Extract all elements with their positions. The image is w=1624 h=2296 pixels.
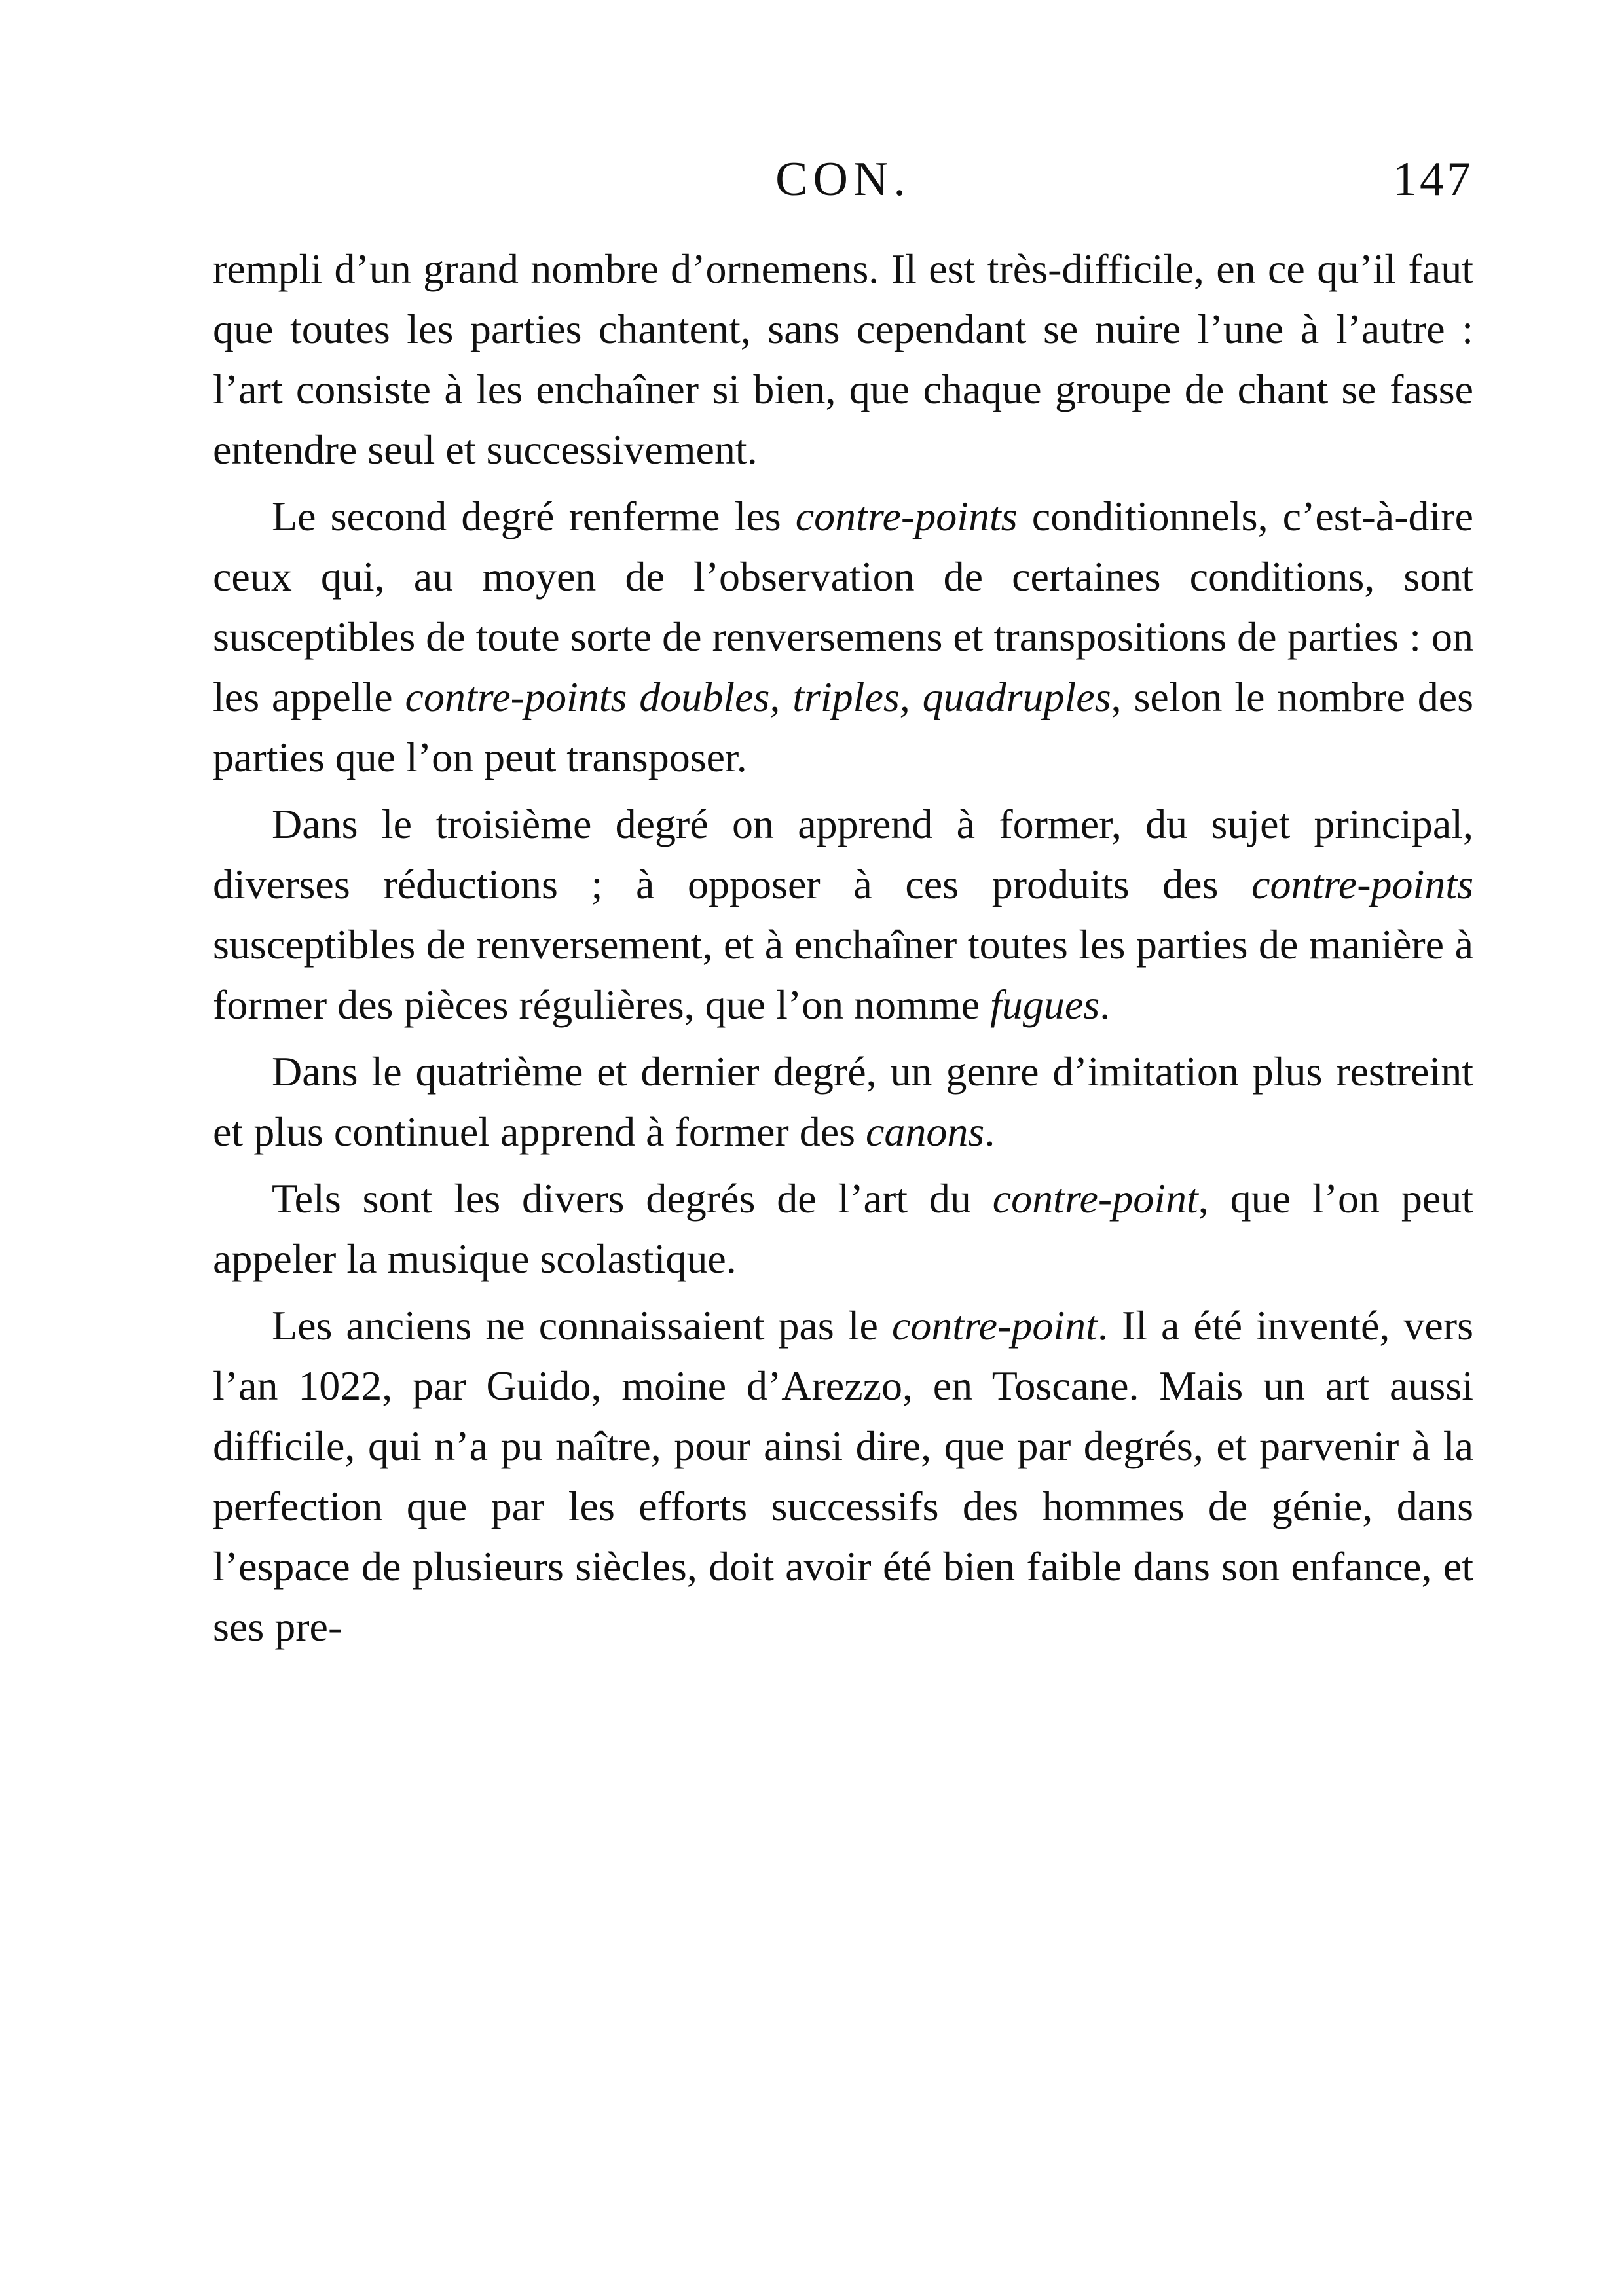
running-head-title: CON. xyxy=(775,153,911,206)
italic-term: contre-points xyxy=(795,493,1018,539)
body-text xyxy=(213,239,1473,1664)
paragraph xyxy=(213,1169,1473,1289)
text-run: Tels sont les divers degrés de l’art du xyxy=(272,1175,993,1222)
text-run: Les anciens ne connaissaient pas le xyxy=(272,1302,892,1349)
text-run: Le second degré renferme les xyxy=(272,493,796,539)
text-run: susceptibles de renversement, et à enchaîner toutes les parties de manière à former des pièces régulières, que l’on nomme xyxy=(213,921,1473,1028)
text-run: conditionnels, c’est-à-dire ceux qui, au moyen de l’observation de certaines conditions, sont susceptibles de toute sorte de renversemens et transpositions de parties : on les appelle xyxy=(213,493,1474,720)
italic-term: contre-points xyxy=(1251,861,1473,907)
italic-term: contre-point xyxy=(891,1302,1098,1349)
paragraph xyxy=(213,486,1473,788)
paragraph xyxy=(213,1042,1473,1162)
text-run: . xyxy=(984,1108,995,1155)
paragraph xyxy=(213,794,1473,1035)
text-run: , que l’on peut appeler la musique scolastique. xyxy=(213,1175,1474,1282)
italic-term: canons xyxy=(866,1108,985,1155)
text-run: . xyxy=(1099,981,1111,1028)
text-run: Dans le troisième degré on apprend à former, du sujet principal, diverses réductions ; à opposer à ces produits des xyxy=(213,801,1473,907)
paragraph xyxy=(213,1296,1473,1657)
italic-term: fugues xyxy=(990,981,1100,1028)
italic-term: contre-point xyxy=(992,1175,1198,1222)
page-number: 147 xyxy=(1393,153,1473,206)
paragraph xyxy=(213,239,1473,480)
italic-term: contre-points doubles, triples, quadruples xyxy=(405,674,1111,720)
running-head xyxy=(213,152,1473,224)
text-run: rempli d’un grand nombre d’ornemens. Il est très-difficile, en ce qu’il faut que toutes les parties chantent, sans cependant se nuire l’une à l’autre : l’art consiste à les enchaîner si bien, que chaque groupe de chant se fasse entendre seul et successivement. xyxy=(213,246,1473,473)
text-run: . Il a été inventé, vers l’an 1022, par Guido, moine d’Arezzo, en Toscane. Mais un art aussi difficile, qui n’a pu naître, pour ainsi dire, que par degrés, et parvenir à la perfection que par les efforts successifs des hommes de génie, dans l’espace de plusieurs siècles, doit avoir été bien faible dans son enfance, et ses pre- xyxy=(213,1302,1474,1650)
text-run: , selon le nombre des parties que l’on peut transposer. xyxy=(213,674,1474,780)
text-run: Dans le quatrième et dernier degré, un genre d’imitation plus restreint et plus continuel apprend à former des xyxy=(213,1048,1473,1155)
